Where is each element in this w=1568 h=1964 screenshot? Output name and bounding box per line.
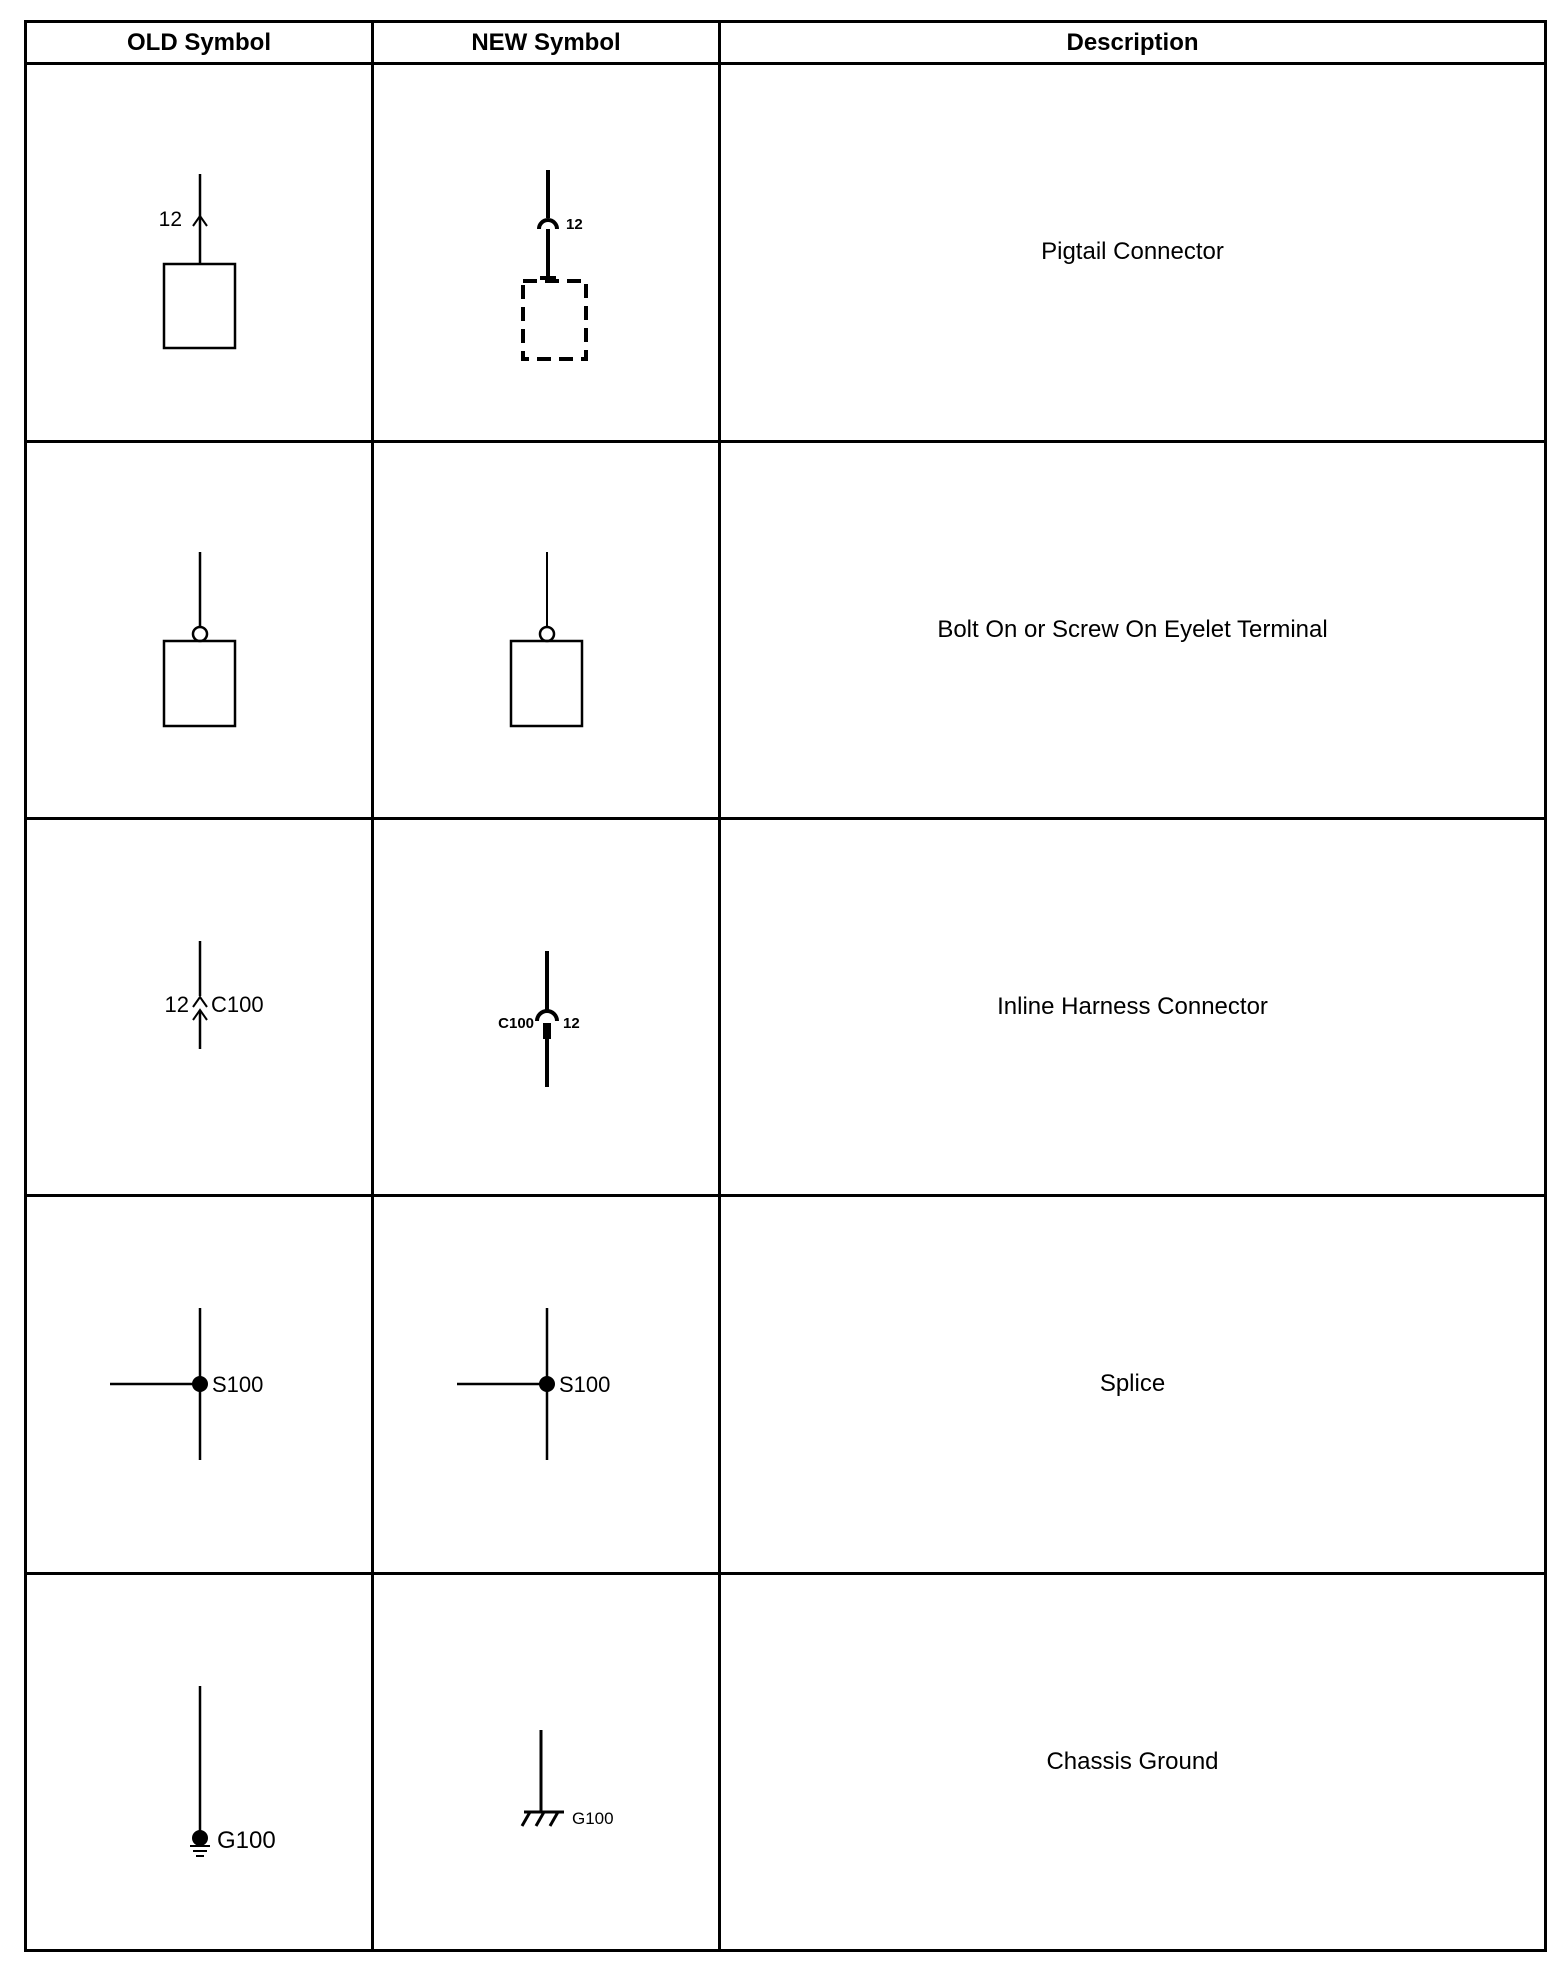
pigtail-connector-old-symbol bbox=[27, 66, 374, 438]
new-symbol-cell bbox=[373, 1196, 720, 1573]
chassis-ground-old-symbol bbox=[27, 1576, 374, 1948]
description-cell: Chassis Ground bbox=[720, 1573, 1546, 1950]
new-symbol-cell bbox=[373, 64, 720, 441]
description-cell: Inline Harness Connector bbox=[720, 818, 1546, 1195]
connector-label: C100 bbox=[211, 992, 264, 1018]
splice-new-symbol bbox=[374, 1198, 721, 1570]
description-cell: Pigtail Connector bbox=[720, 64, 1546, 441]
new-symbol-cell bbox=[373, 818, 720, 1195]
pin-label: 12 bbox=[566, 216, 583, 234]
header-new-symbol: NEW Symbol bbox=[373, 22, 720, 64]
table-row-eyelet bbox=[26, 441, 1546, 818]
connector-label: C100 bbox=[498, 1015, 534, 1033]
old-symbol-cell bbox=[26, 64, 373, 441]
pin-label: 12 bbox=[563, 1015, 580, 1033]
splice-label: S100 bbox=[212, 1372, 264, 1398]
description-cell: Bolt On or Screw On Eyelet Terminal bbox=[720, 441, 1546, 818]
old-symbol-cell bbox=[26, 818, 373, 1195]
table-row-inline-connector bbox=[26, 818, 1546, 1195]
old-symbol-cell bbox=[26, 1196, 373, 1573]
new-symbol-cell bbox=[373, 1573, 720, 1950]
splice-old-symbol bbox=[27, 1198, 374, 1570]
header-description: Description bbox=[720, 22, 1546, 64]
description-cell: Splice bbox=[720, 1196, 1546, 1573]
chassis-ground-new-symbol bbox=[374, 1576, 721, 1948]
header-old-symbol: OLD Symbol bbox=[26, 22, 373, 64]
old-symbol-cell bbox=[26, 441, 373, 818]
ground-label: G100 bbox=[217, 1826, 276, 1854]
pin-label: 12 bbox=[158, 208, 182, 232]
table-row-pigtail bbox=[26, 64, 1546, 441]
eyelet-terminal-new-symbol bbox=[374, 444, 721, 816]
splice-label: S100 bbox=[559, 1372, 611, 1398]
symbol-comparison-table bbox=[24, 20, 1547, 1952]
inline-connector-new-symbol bbox=[374, 821, 721, 1193]
eyelet-terminal-old-symbol bbox=[27, 444, 374, 816]
inline-connector-old-symbol bbox=[27, 821, 374, 1193]
pigtail-connector-new-symbol bbox=[374, 66, 721, 438]
old-symbol-cell bbox=[26, 1573, 373, 1950]
table-row-splice bbox=[26, 1196, 1546, 1573]
pin-label: 12 bbox=[164, 992, 189, 1018]
new-symbol-cell bbox=[373, 441, 720, 818]
table-row-ground bbox=[26, 1573, 1546, 1950]
header-row bbox=[26, 22, 1546, 64]
ground-label: G100 bbox=[572, 1808, 614, 1828]
